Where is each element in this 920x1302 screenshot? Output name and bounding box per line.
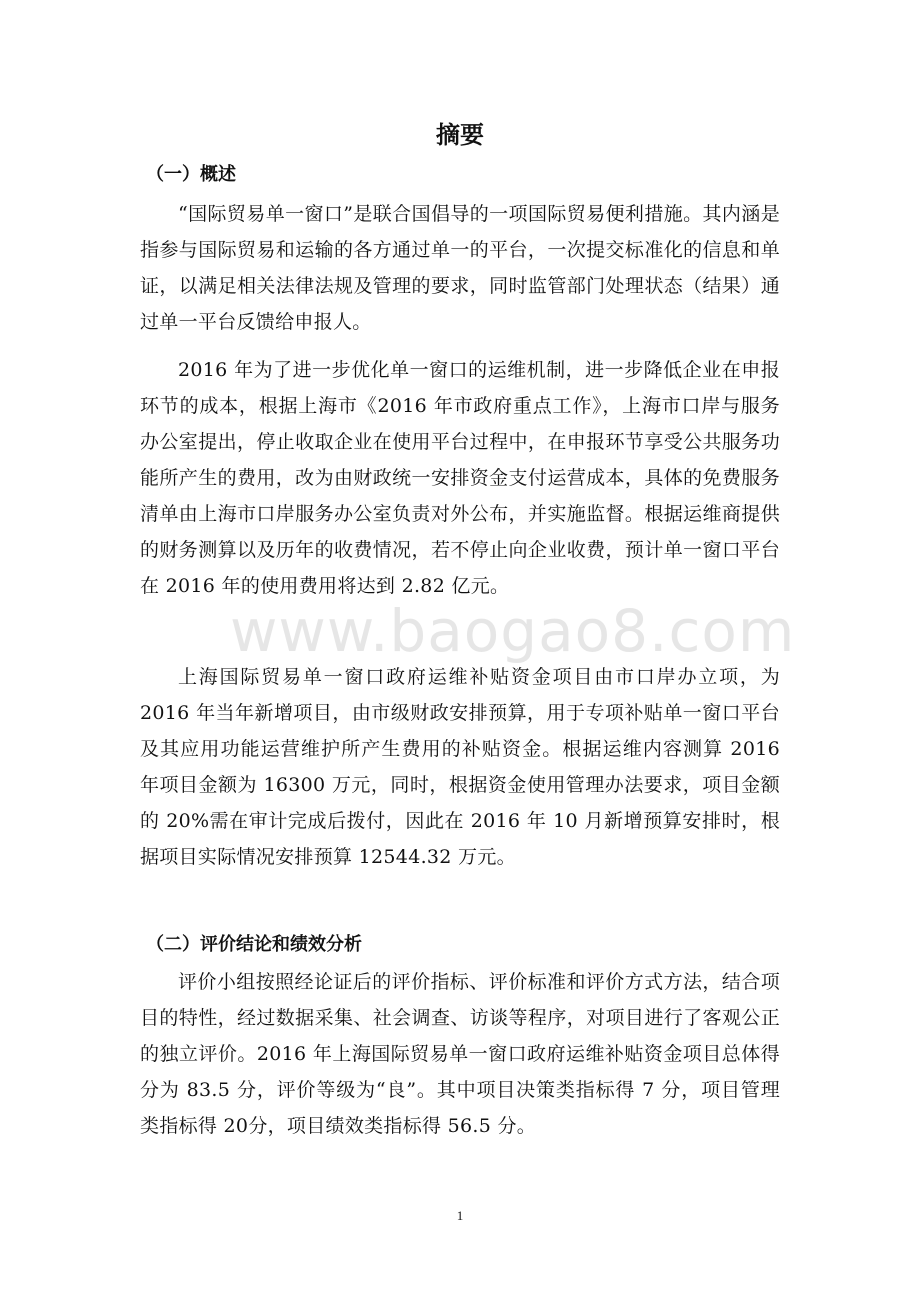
section-heading-evaluation: （二）评价结论和绩效分析	[146, 934, 362, 955]
page-title: 摘要	[436, 121, 484, 149]
watermark: www.baogao8.com	[230, 597, 796, 665]
overview-paragraph-1: “国际贸易单一窗口”是联合国倡导的一项国际贸易便利措施。其内涵是指参与国际贸易和运输的各方通过单一的平台，一次提交标准化的信息和单证，以满足相关法律法规及管理的要求，同时监管部门处理状态（结果）通过单一平台反馈给申报人。	[140, 203, 780, 333]
section-heading-overview: （一）概述	[146, 164, 236, 185]
page-number: 1	[456, 1208, 464, 1223]
evaluation-paragraph-1: 评价小组按照经论证后的评价指标、评价标准和评价方式方法，结合项目的特性，经过数据采集、社会调查、访谈等程序，对项目进行了客观公正的独立评价。2016 年上海国际贸易单一窗口政府运维补贴资金项目总体得分为 83.5 分，评价等级为“良”。其中项目决策类指标得 7 分，项目管理类指标得 20分，项目绩效类指标得 56.5 分。	[140, 971, 780, 1137]
overview-paragraph-3: 上海国际贸易单一窗口政府运维补贴资金项目由市口岸办立项，为 2016 年当年新增项目，由市级财政安排预算，用于专项补贴单一窗口平台及其应用功能运营维护所产生费用的补贴资金。根据运维内容测算 2016 年项目金额为 16300 万元，同时，根据资金使用管理办法要求，项目金额的 20%需在审计完成后拨付，因此在 2016 年 10 月新增预算安排时，根据项目实际情况安排预算 12544.32 万元。	[140, 666, 780, 868]
overview-paragraph-2: 2016 年为了进一步优化单一窗口的运维机制，进一步降低企业在申报环节的成本，根据上海市《2016 年市政府重点工作》，上海市口岸与服务办公室提出，停止收取企业在使用平台过程中，在申报环节享受公共服务功能所产生的费用，改为由财政统一安排资金支付运营成本，具体的免费服务清单由上海市口岸服务办公室负责对外公布，并实施监督。根据运维商提供的财务测算以及历年的收费情况，若不停止向企业收费，预计单一窗口平台在 2016 年的使用费用将达到 2.82 亿元。	[140, 359, 780, 597]
